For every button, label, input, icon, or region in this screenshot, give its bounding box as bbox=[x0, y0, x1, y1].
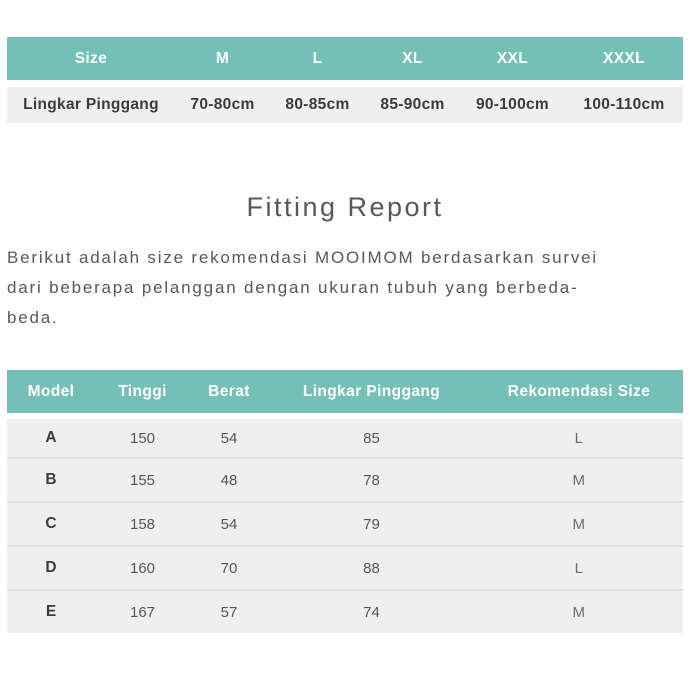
fitting-header-model: Model bbox=[7, 370, 95, 413]
fitting-header-lingkar-pinggang: Lingkar Pinggang bbox=[268, 370, 475, 413]
table-row bbox=[7, 457, 683, 501]
fitting-report-title: Fitting Report bbox=[246, 192, 444, 222]
size-chart-value-xl: 85-90cm bbox=[365, 80, 460, 123]
fitting-header-berat: Berat bbox=[190, 370, 268, 413]
lingkar-pinggang-cell: 79 bbox=[268, 501, 475, 545]
table-row bbox=[7, 589, 683, 633]
tinggi-cell: 150 bbox=[95, 413, 190, 457]
lingkar-pinggang-cell: 74 bbox=[268, 589, 475, 633]
tinggi-cell: 167 bbox=[95, 589, 190, 633]
rekomendasi-size-cell: L bbox=[475, 413, 683, 457]
model-cell: A bbox=[7, 413, 95, 457]
fitting-table-header-row bbox=[7, 370, 683, 413]
size-chart-data-row bbox=[7, 80, 683, 123]
size-chart-header-m: M bbox=[175, 37, 270, 80]
model-cell: B bbox=[7, 457, 95, 501]
fitting-report-table bbox=[7, 370, 683, 633]
rekomendasi-size-cell: L bbox=[475, 545, 683, 589]
lingkar-pinggang-cell: 85 bbox=[268, 413, 475, 457]
rekomendasi-size-cell: M bbox=[475, 501, 683, 545]
description-line: beda. bbox=[7, 308, 59, 327]
model-cell: D bbox=[7, 545, 95, 589]
rekomendasi-size-cell: M bbox=[475, 457, 683, 501]
table-row bbox=[7, 501, 683, 545]
lingkar-pinggang-cell: 78 bbox=[268, 457, 475, 501]
berat-cell: 57 bbox=[190, 589, 268, 633]
fitting-header-rekomendasi-size: Rekomendasi Size bbox=[475, 370, 683, 413]
size-chart-table bbox=[7, 37, 683, 123]
description-line: Berikut adalah size rekomendasi MOOIMOM berdasarkan survei bbox=[7, 248, 598, 267]
model-cell: E bbox=[7, 589, 95, 633]
size-chart-header-xl: XL bbox=[365, 37, 460, 80]
size-chart-row-label: Lingkar Pinggang bbox=[7, 80, 175, 123]
size-chart-header-size: Size bbox=[7, 37, 175, 80]
description-line: dari beberapa pelanggan dengan ukuran tubuh yang berbeda- bbox=[7, 278, 579, 297]
rekomendasi-size-cell: M bbox=[475, 589, 683, 633]
size-chart-header-row bbox=[7, 37, 683, 80]
berat-cell: 54 bbox=[190, 501, 268, 545]
tinggi-cell: 155 bbox=[95, 457, 190, 501]
berat-cell: 54 bbox=[190, 413, 268, 457]
size-chart-value-l: 80-85cm bbox=[270, 80, 365, 123]
berat-cell: 70 bbox=[190, 545, 268, 589]
tinggi-cell: 158 bbox=[95, 501, 190, 545]
berat-cell: 48 bbox=[190, 457, 268, 501]
size-chart-value-m: 70-80cm bbox=[175, 80, 270, 123]
size-chart-value-xxxl: 100-110cm bbox=[565, 80, 683, 123]
size-chart-header-l: L bbox=[270, 37, 365, 80]
size-chart-header-xxl: XXL bbox=[460, 37, 565, 80]
size-chart-header-xxxl: XXXL bbox=[565, 37, 683, 80]
model-cell: C bbox=[7, 501, 95, 545]
tinggi-cell: 160 bbox=[95, 545, 190, 589]
table-row bbox=[7, 545, 683, 589]
size-chart-value-xxl: 90-100cm bbox=[460, 80, 565, 123]
lingkar-pinggang-cell: 88 bbox=[268, 545, 475, 589]
fitting-report-description bbox=[7, 243, 683, 333]
fitting-header-tinggi: Tinggi bbox=[95, 370, 190, 413]
table-row bbox=[7, 413, 683, 457]
